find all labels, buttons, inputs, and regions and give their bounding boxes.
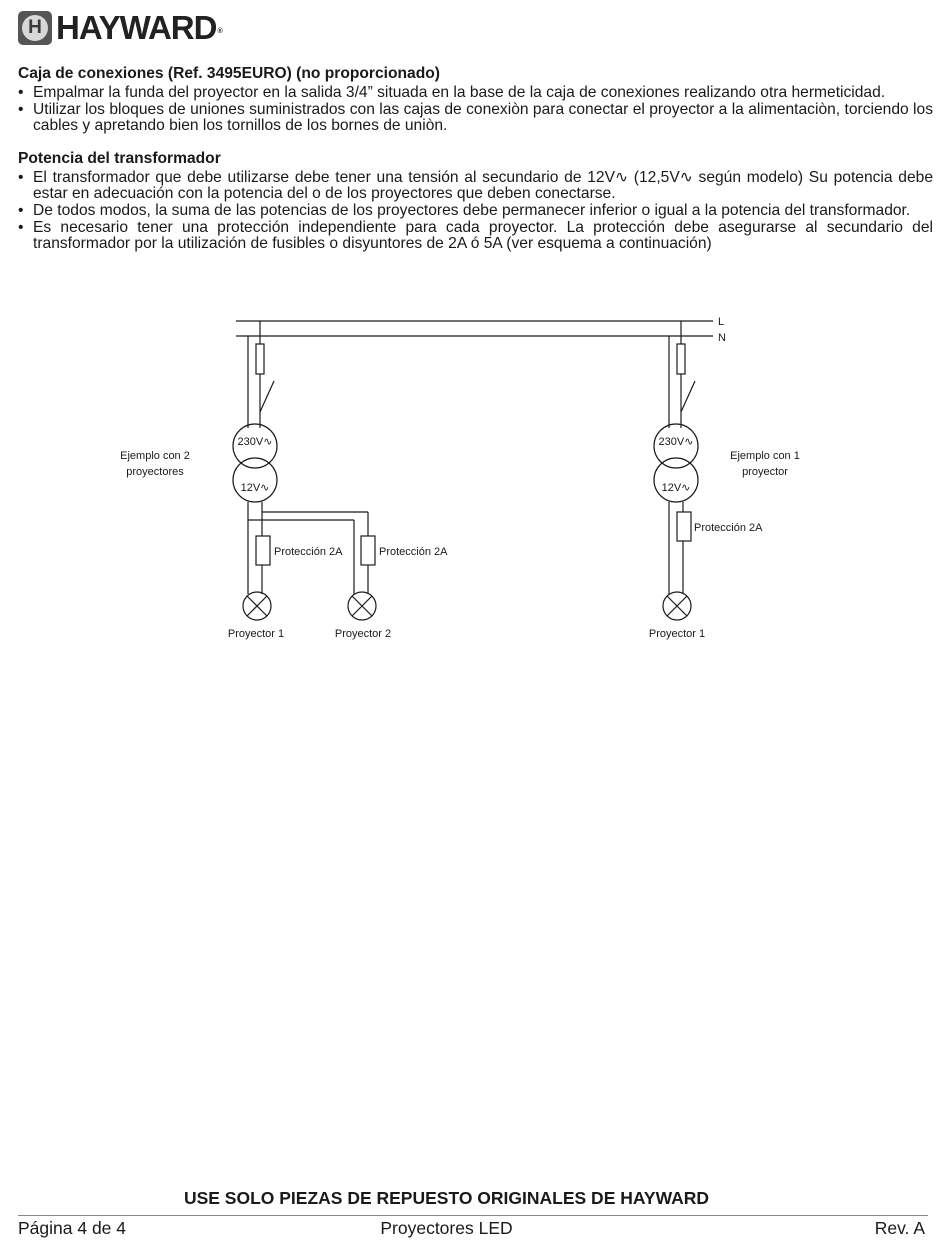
section-title: Caja de conexiones (Ref. 3495EURO) (no proporcionado) [18,65,440,82]
projector-label-left-2: Proyector 2 [334,628,392,640]
mains-fuse-left [256,344,264,374]
mains-fuse-right [677,344,685,374]
bullet-item: • Empalmar la funda del proyector en la salida 3/4” situada en la base de la caja de conexiones realizando otra hermeticidad. [18,85,933,102]
label-N: N [718,332,726,344]
protection-fuse-right [677,512,691,541]
bullet-item: • Es necesario tener una protección independiente para cada proyector. La protección debe asegurarse al secundario del transformador por la utilización de fusibles o disyuntores de 2A ó 5A (ver esquema a continuación) [18,220,933,253]
protection-label-left-2: Protección 2A [379,546,448,558]
section-junction-box [18,64,933,135]
switch-left [260,381,274,412]
brand-logo [18,9,222,47]
projector-label-right-1: Proyector 1 [648,628,706,640]
bullet-item: • El transformador que debe utilizarse debe tener una tensión al secundario de 12V∿ (12,5V∿ según modelo) Su potencia debe estar en adecuación con la potencia del o de los proyectores que deben conectarse. [18,170,933,203]
caption-left-1: Ejemplo con 2 [120,450,190,462]
wiring-diagram [0,300,950,660]
document-body [18,64,933,267]
protection-label-left-1: Protección 2A [274,546,343,558]
bullet-item: • Utilizar los bloques de uniones suministrados con las cajas de conexiòn para conectar el proyector a la alimentaciòn, torciendo los cables y apretando bien los tornillos de los bornes de uniòn. [18,102,933,135]
bullet-item: • De todos modos, la suma de las potencias de los proyectores debe permanecer inferior o igual a la potencia del transformador. [18,203,933,220]
secondary-voltage-left: 12V∿ [240,482,270,494]
brand-wordmark: HAYWARD® [56,9,222,46]
footer-divider [18,1215,928,1216]
projector-label-left-1: Proyector 1 [227,628,285,640]
secondary-voltage-right: 12V∿ [661,482,691,494]
label-L: L [718,316,725,328]
transformer-secondary-right [654,458,698,502]
caption-right-2: proyector [742,466,788,478]
revision: Rev. A [874,1218,925,1238]
caption-right-1: Ejemplo con 1 [730,450,800,462]
section-transformer-power [18,149,933,253]
page-footer [18,1217,925,1239]
primary-voltage-right: 230V∿ [658,436,694,448]
section-title: Potencia del transformador [18,149,221,167]
protection-fuse-left-2 [361,536,375,565]
primary-voltage-left: 230V∿ [237,436,273,448]
transformer-secondary-left [233,458,277,502]
spare-parts-banner: USE SOLO PIEZAS DE REPUESTO ORIGINALES DE HAYWARD [183,1188,710,1208]
page-number: Página 4 de 4 [18,1218,127,1238]
product-name: Proyectores LED [380,1218,513,1238]
protection-fuse-left-1 [256,536,270,565]
protection-label-right-1: Protección 2A [694,522,763,534]
caption-left-2: proyectores [126,466,184,478]
hayward-logo-icon: H [18,11,52,45]
switch-right [681,381,695,412]
